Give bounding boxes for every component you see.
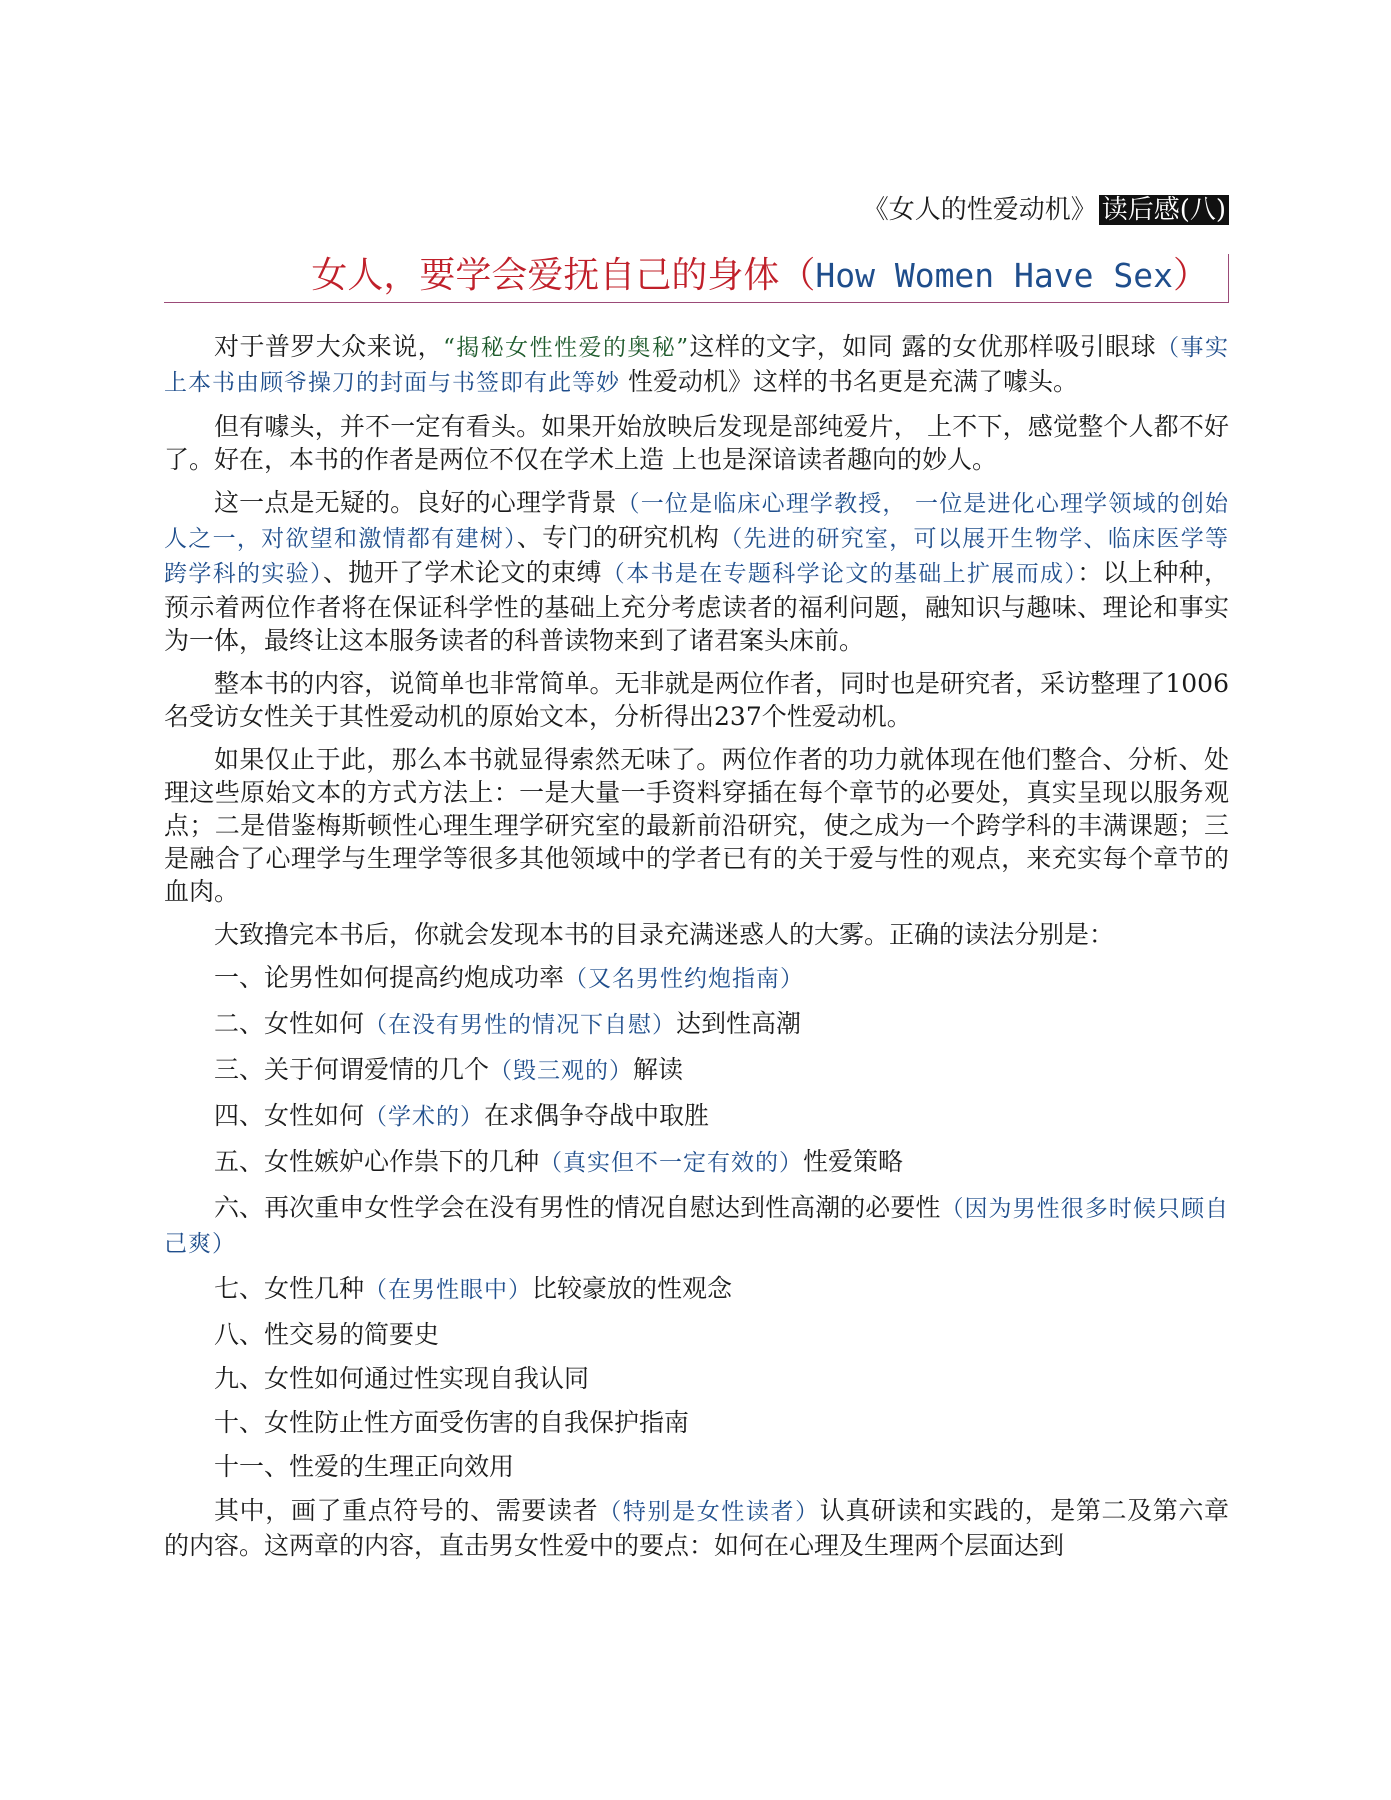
text: 七、女性几种 [214, 1274, 365, 1303]
text: 在求偶争夺战中取胜 [484, 1101, 710, 1130]
aside-note: （事实上本书由顾爷操刀的封面与书签即有此等妙 [164, 335, 1229, 396]
chapter-item [164, 961, 1229, 996]
paragraph-7 [164, 1494, 1229, 1562]
book-name: 《女人的性爱动机》 [862, 195, 1097, 225]
aside-note: （在男性眼中） [364, 1277, 533, 1303]
section-tag: 读后感(八) [1099, 195, 1229, 225]
paragraph-6: 大致撸完本书后，你就会发现本书的目录充满迷惑人的大雾。正确的读法分别是： [214, 920, 1115, 949]
text: 其中，画了重点符号的、需要读者 [214, 1496, 599, 1525]
text: 六、再次重申女性学会在没有男性的情况自慰达到性高潮的必要性 [214, 1193, 941, 1222]
document-page [164, 0, 1229, 1800]
chapter-item [164, 1145, 1229, 1180]
text: 这一点是无疑的。良好的心理学背景 [214, 488, 617, 517]
chapter-item [164, 1007, 1229, 1042]
paragraph-2: 但有噱头，并不一定有看头。如果开始放映后发现是部纯爱片， 上不下，感觉整个人都不好了。好在，本书的作者是两位不仅在学术上造 上也是深谙读者趣向的妙人。 [164, 412, 1229, 474]
paragraph-1 [164, 330, 1229, 400]
text: 四、女性如何 [214, 1101, 365, 1130]
paragraph-3 [164, 486, 1229, 657]
aside-note: （又名男性约炮指南） [564, 966, 805, 992]
aside-note: （学术的） [364, 1104, 485, 1130]
paragraph-5: 如果仅止于此，那么本书就显得索然无味了。两位作者的功力就体现在他们整合、分析、处理这些原始文本的方式方法上：一是大量一手资料穿插在每个章节的必要处，真实呈现以服务观点；二是借鉴梅斯顿性心理生理学研究室的最新前沿研究，使之成为一个跨学科的丰满课题；三是融合了心理学与生理学等很多其他领域中的学者已有的关于爱与性的观点，来充实每个章节的血肉。 [164, 745, 1229, 906]
title-rule-vertical [1228, 254, 1230, 302]
text: 五、女性嫉妒心作祟下的几种 [214, 1147, 540, 1176]
title-bar [164, 248, 1229, 303]
aside-note: （特别是女性读者） [598, 1499, 820, 1525]
text: 九、女性如何通过性实现自我认同 [214, 1364, 590, 1393]
aside-note: （真实但不一定有效的） [539, 1150, 804, 1176]
running-header [863, 194, 1229, 226]
text: 、抛开了学术论文的束缚 [322, 558, 602, 587]
text: 一、论男性如何提高约炮成功率 [214, 963, 565, 992]
aside-note: （先进的研究室，可以展开生物学、临床医学等跨学科的实验） [164, 526, 1229, 587]
text: ：以上种种，预示着两位作者将在保证科学性的基础上充分考虑读者的福利问题，融知识与趣味、理论和事实为一体，最终让这本服务读者的科普读物来到了诸君案头床前。 [164, 558, 1229, 655]
aside-note: （因为男性很多时候只顾自己爽） [164, 1196, 1229, 1257]
chapter-item [164, 1450, 1229, 1483]
article-body [164, 330, 1229, 1572]
chapter-item [164, 1191, 1229, 1261]
text: 、专门的研究机构 [516, 523, 720, 552]
chapter-item [164, 1406, 1229, 1439]
text: 性爱动机》这样的书名更是充满了噱头。 [620, 367, 1078, 396]
text: 认真研读和实践的，是第二及第六章的内容。这两章的内容，直击男女性爱中的要点：如何在心理及生理两个层面达到 [164, 1496, 1229, 1560]
chapter-item [164, 1362, 1229, 1395]
aside-note: （一位是临床心理学教授， 一位是进化心理学领域的创始人之一，对欲望和激情都有建树） [164, 491, 1229, 552]
text: 三、关于何谓爱情的几个 [214, 1055, 490, 1084]
chapter-list [164, 961, 1229, 1483]
paragraph-4: 整本书的内容，说简单也非常简单。无非就是两位作者，同时也是研究者，采访整理了1006名受访女性关于其性爱动机的原始文本，分析得出237个性爱动机。 [164, 669, 1229, 731]
aside-note: （毁三观的） [489, 1058, 634, 1084]
text: 对于普罗大众来说， [214, 332, 444, 361]
text: 八、性交易的简要史 [214, 1320, 440, 1349]
page-title [311, 254, 1209, 298]
text: 性爱策略 [803, 1147, 904, 1176]
text: 十、女性防止性方面受伤害的自我保护指南 [214, 1408, 690, 1437]
text: 二、女性如何 [214, 1009, 365, 1038]
text: 十一、性爱的生理正向效用 [214, 1452, 515, 1481]
title-chinese: 女人，要学会爱抚自己的身体（ [311, 255, 816, 296]
chapter-item [164, 1099, 1229, 1134]
text: 达到性高潮 [676, 1009, 802, 1038]
chapter-item [164, 1272, 1229, 1307]
aside-note: （在没有男性的情况下自慰） [364, 1012, 677, 1038]
text: 比较豪放的性观念 [532, 1274, 733, 1303]
text: 这样的文字，如同 露的女优那样吸引眼球 [689, 332, 1157, 361]
chapter-item [164, 1318, 1229, 1351]
aside-note: （本书是在专题科学论文的基础上扩展而成） [601, 561, 1078, 587]
text: 解读 [633, 1055, 684, 1084]
title-english: How Women Have Sex [815, 256, 1173, 295]
title-close: ） [1172, 255, 1209, 296]
highlight-quote: “揭秘女性性爱的奥秘” [443, 335, 690, 361]
chapter-item [164, 1053, 1229, 1088]
